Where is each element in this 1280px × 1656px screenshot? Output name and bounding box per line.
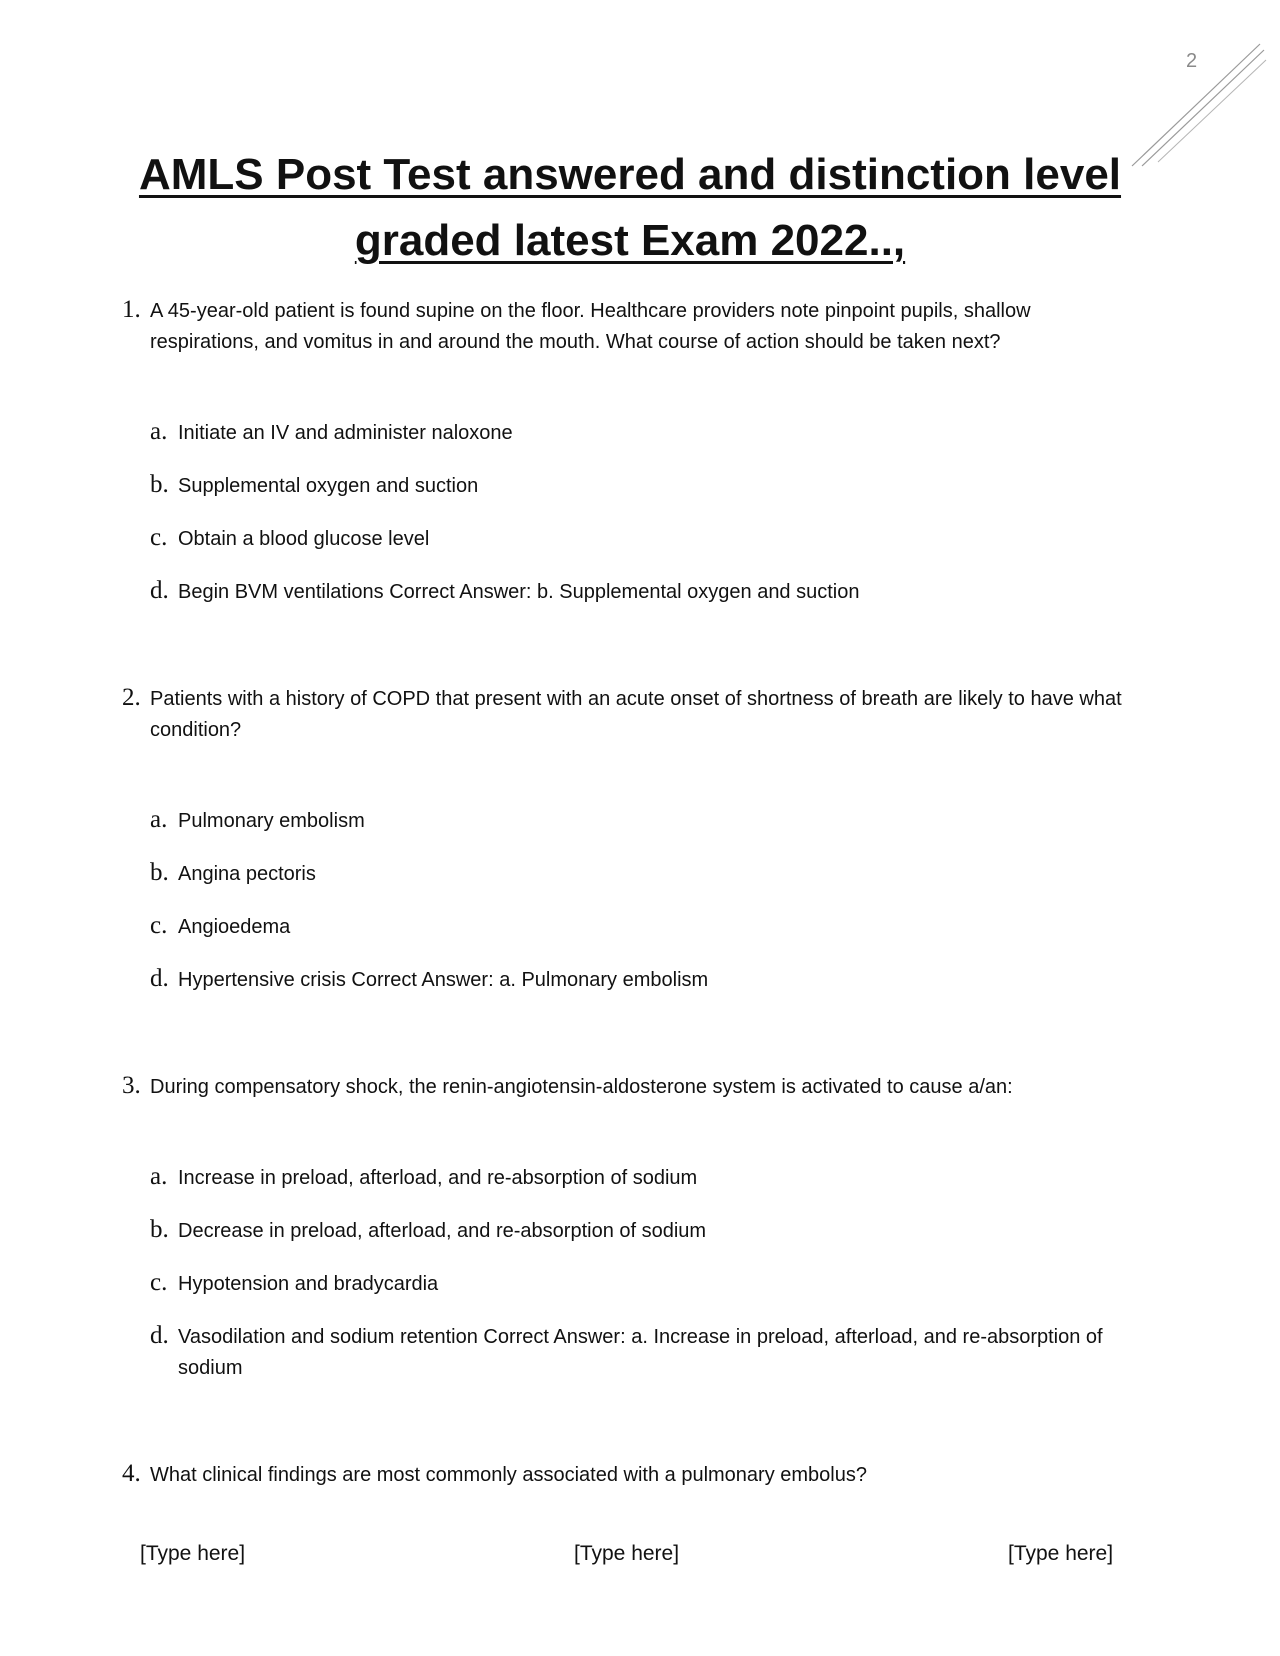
option-item (122, 577, 1132, 608)
question-text: What clinical findings are most commonly associated with a pulmonary embolus? (150, 1464, 867, 1486)
option-letter: d. (150, 1322, 169, 1349)
question-text: During compensatory shock, the renin-angiotensin-aldosterone system is activated to cause a/an: (150, 1076, 1013, 1098)
option-item (122, 1322, 1132, 1384)
option-text: Angioedema (178, 916, 291, 938)
question-2 (122, 684, 1132, 1018)
option-item (122, 418, 1132, 449)
footer-center-placeholder[interactable]: [Type here] (574, 1542, 680, 1565)
option-text: Obtain a blood glucose level (178, 528, 430, 550)
option-text: Pulmonary embolism (178, 810, 365, 832)
option-item (122, 965, 1132, 996)
option-item (122, 912, 1132, 943)
option-list (122, 806, 1132, 996)
question-number: 2. (122, 684, 141, 711)
option-list (122, 418, 1132, 608)
option-letter: b. (150, 859, 169, 886)
option-letter: c. (150, 524, 168, 551)
option-text: Vasodilation and sodium retention Correct Answer: a. Increase in preload, afterload, and re-absorption of sodium (178, 1326, 1103, 1379)
footer-right-placeholder[interactable]: [Type here] (1008, 1542, 1114, 1565)
question-number: 1. (122, 296, 141, 323)
option-item (122, 1163, 1132, 1194)
option-text: Angina pectoris (178, 863, 316, 885)
option-letter: a. (150, 806, 168, 833)
option-item (122, 524, 1132, 555)
option-letter: a. (150, 1163, 168, 1190)
option-letter: d. (150, 577, 169, 604)
option-letter: d. (150, 965, 169, 992)
option-text: Hypotension and bradycardia (178, 1273, 439, 1295)
footer-left-placeholder[interactable]: [Type here] (140, 1542, 246, 1565)
option-text: Increase in preload, afterload, and re-absorption of sodium (178, 1167, 698, 1189)
option-text: Initiate an IV and administer naloxone (178, 422, 513, 444)
question-number: 3. (122, 1072, 141, 1099)
option-item (122, 1216, 1132, 1247)
question-3 (122, 1072, 1132, 1406)
option-letter: b. (150, 1216, 169, 1243)
option-text: Begin BVM ventilations Correct Answer: b. Supplemental oxygen and suction (178, 581, 860, 603)
option-text: Hypertensive crisis Correct Answer: a. Pulmonary embolism (178, 969, 709, 991)
page-number: 2 (1186, 50, 1198, 72)
option-item (122, 1269, 1132, 1300)
option-list (122, 1163, 1132, 1384)
option-letter: a. (150, 418, 168, 445)
option-item (122, 471, 1132, 502)
option-text: Supplemental oxygen and suction (178, 475, 479, 497)
document-title: AMLS Post Test answered and distinction level graded latest Exam 2022.., (138, 150, 1122, 265)
option-item (122, 806, 1132, 837)
question-text: Patients with a history of COPD that present with an acute onset of shortness of breath are likely to have what condition? (150, 688, 1122, 741)
option-text: Decrease in preload, afterload, and re-absorption of sodium (178, 1220, 707, 1242)
option-letter: c. (150, 1269, 168, 1296)
option-item (122, 859, 1132, 890)
option-letter: c. (150, 912, 168, 939)
option-letter: b. (150, 471, 169, 498)
question-number: 4. (122, 1460, 141, 1487)
question-4 (122, 1460, 1132, 1491)
question-1 (122, 296, 1132, 630)
question-text: A 45-year-old patient is found supine on the floor. Healthcare providers note pinpoint pupils, shallow respirations, and vomitus in and around the mouth. What course of action should be taken next? (150, 300, 1031, 353)
